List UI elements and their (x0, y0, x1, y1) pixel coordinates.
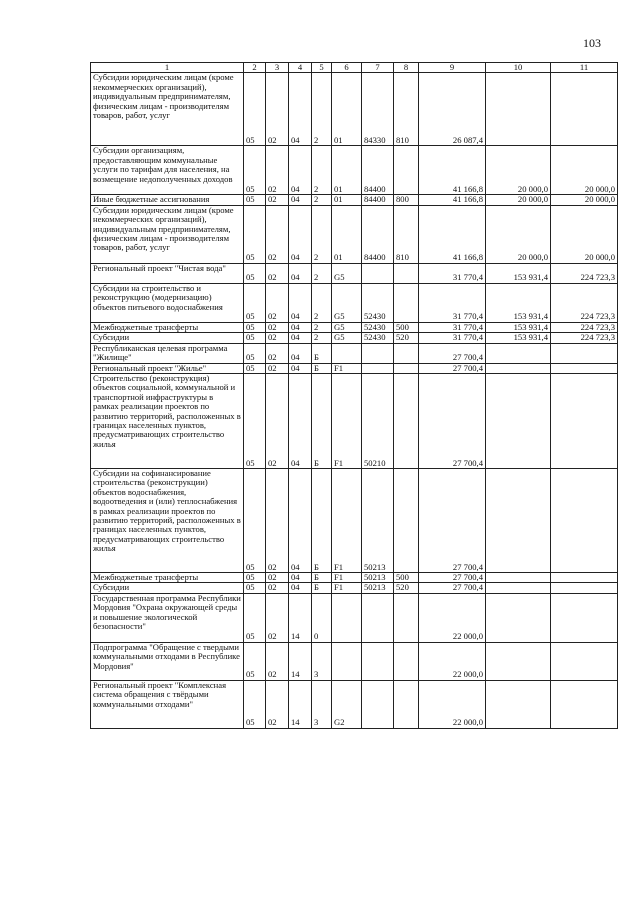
code-cell: F1 (332, 469, 362, 573)
code-cell: 3 (312, 680, 332, 728)
code-cell (394, 283, 419, 322)
amount-cell: 27 700,4 (419, 573, 486, 583)
amount-cell: 224 723,3 (551, 322, 618, 332)
row-name-cell: Субсидии (91, 583, 244, 593)
row-name-cell: Межбюджетные трансферты (91, 573, 244, 583)
amount-cell: 22 000,0 (419, 642, 486, 680)
amount-cell: 153 931,4 (486, 283, 551, 322)
table-row (91, 283, 618, 322)
code-cell: 50210 (362, 374, 394, 469)
table-row (91, 146, 618, 195)
code-cell: 04 (289, 343, 312, 363)
code-cell: 84400 (362, 205, 394, 263)
amount-cell: 26 087,4 (419, 73, 486, 146)
row-name-cell: Субсидии юридическим лицам (кроме некоммерческих организаций), индивидуальным предпринимателям, физическим лицам - производителям товаров, работ, услуг (91, 205, 244, 263)
row-name-cell: Государственная программа Республики Мордовия "Охрана окружающей среды и повышение экологической безопасности" (91, 593, 244, 642)
code-cell: 04 (289, 322, 312, 332)
amount-cell (551, 680, 618, 728)
code-cell: 02 (266, 363, 289, 373)
amount-cell (551, 573, 618, 583)
code-cell: 02 (266, 642, 289, 680)
amount-cell: 31 770,4 (419, 333, 486, 343)
code-cell: 01 (332, 146, 362, 195)
row-name-cell: Субсидии организациям, предоставляющим коммунальные услуги по тарифам для населения, на возмещение недополученных доходов (91, 146, 244, 195)
code-cell: G5 (332, 333, 362, 343)
amount-cell (551, 363, 618, 373)
code-cell (394, 593, 419, 642)
code-cell: 02 (266, 205, 289, 263)
amount-cell (551, 469, 618, 573)
row-name-cell: Субсидии на строительство и реконструкцию (модернизацию) объектов питьевого водоснабжения (91, 283, 244, 322)
code-cell: 50213 (362, 583, 394, 593)
amount-cell: 22 000,0 (419, 680, 486, 728)
row-name-cell: Региональный проект "Чистая вода" (91, 263, 244, 283)
amount-cell (486, 680, 551, 728)
table-row (91, 322, 618, 332)
table-row (91, 593, 618, 642)
code-cell: G5 (332, 322, 362, 332)
code-cell: 810 (394, 205, 419, 263)
amount-cell: 27 700,4 (419, 374, 486, 469)
column-header: 6 (332, 63, 362, 73)
code-cell (394, 642, 419, 680)
code-cell (362, 263, 394, 283)
code-cell: 05 (244, 322, 266, 332)
code-cell: 2 (312, 333, 332, 343)
code-cell: 2 (312, 263, 332, 283)
table-row (91, 73, 618, 146)
code-cell: 2 (312, 322, 332, 332)
code-cell: 05 (244, 283, 266, 322)
amount-cell (551, 593, 618, 642)
code-cell: 05 (244, 195, 266, 205)
code-cell: G5 (332, 283, 362, 322)
code-cell: 02 (266, 283, 289, 322)
code-cell (394, 146, 419, 195)
amount-cell (486, 642, 551, 680)
code-cell: 02 (266, 73, 289, 146)
code-cell: 520 (394, 583, 419, 593)
code-cell: 04 (289, 363, 312, 373)
code-cell: 05 (244, 593, 266, 642)
code-cell: 05 (244, 374, 266, 469)
amount-cell: 224 723,3 (551, 263, 618, 283)
code-cell (394, 263, 419, 283)
budget-table (90, 62, 618, 729)
amount-cell: 22 000,0 (419, 593, 486, 642)
code-cell: Б (312, 583, 332, 593)
code-cell: 02 (266, 680, 289, 728)
code-cell: 04 (289, 469, 312, 573)
code-cell: F1 (332, 363, 362, 373)
column-header: 8 (394, 63, 419, 73)
table-row (91, 573, 618, 583)
amount-cell: 27 700,4 (419, 469, 486, 573)
code-cell: Б (312, 573, 332, 583)
code-cell: 2 (312, 146, 332, 195)
code-cell: 2 (312, 283, 332, 322)
code-cell (362, 642, 394, 680)
table-row (91, 195, 618, 205)
code-cell: 04 (289, 195, 312, 205)
code-cell: G2 (332, 680, 362, 728)
code-cell: 520 (394, 333, 419, 343)
code-cell (362, 343, 394, 363)
code-cell (332, 593, 362, 642)
amount-cell: 153 931,4 (486, 322, 551, 332)
code-cell: 50213 (362, 573, 394, 583)
code-cell: 05 (244, 263, 266, 283)
amount-cell (486, 469, 551, 573)
table-row (91, 205, 618, 263)
code-cell: 84330 (362, 73, 394, 146)
code-cell: 810 (394, 73, 419, 146)
amount-cell (551, 374, 618, 469)
code-cell: 04 (289, 374, 312, 469)
code-cell: 04 (289, 263, 312, 283)
table-header-row (91, 63, 618, 73)
code-cell: 05 (244, 363, 266, 373)
code-cell: 05 (244, 642, 266, 680)
table-row (91, 333, 618, 343)
code-cell: 05 (244, 146, 266, 195)
code-cell: 14 (289, 593, 312, 642)
code-cell: 84400 (362, 146, 394, 195)
code-cell: 2 (312, 73, 332, 146)
code-cell: 01 (332, 205, 362, 263)
code-cell: Б (312, 343, 332, 363)
amount-cell: 20 000,0 (551, 205, 618, 263)
amount-cell (486, 374, 551, 469)
code-cell: 02 (266, 195, 289, 205)
code-cell: 02 (266, 322, 289, 332)
code-cell: 2 (312, 205, 332, 263)
code-cell (362, 680, 394, 728)
code-cell: 02 (266, 573, 289, 583)
row-name-cell: Строительство (реконструкция) объектов социальной, коммунальной и транспортной инфраструктуры в рамках реализации проектов по развитию территорий, расположенных в границах населенных пунктов, предусматривающих строительство жилья (91, 374, 244, 469)
table-row (91, 263, 618, 283)
table-row (91, 583, 618, 593)
column-header: 11 (551, 63, 618, 73)
code-cell: 02 (266, 583, 289, 593)
amount-cell (486, 73, 551, 146)
column-header: 10 (486, 63, 551, 73)
column-header: 3 (266, 63, 289, 73)
row-name-cell: Субсидии на софинансирование строительства (реконструкции) объектов водоснабжения, водоотведения и (или) теплоснабжения в рамках реализации проектов по развитию территорий, расположенных в границах населенных пунктов, предусматривающих строительство жилья (91, 469, 244, 573)
code-cell: 01 (332, 73, 362, 146)
code-cell: 52430 (362, 283, 394, 322)
code-cell (362, 363, 394, 373)
code-cell: 02 (266, 343, 289, 363)
code-cell: 02 (266, 593, 289, 642)
code-cell: Б (312, 363, 332, 373)
amount-cell: 31 770,4 (419, 322, 486, 332)
amount-cell: 20 000,0 (486, 146, 551, 195)
table-row (91, 642, 618, 680)
code-cell (394, 680, 419, 728)
column-header: 2 (244, 63, 266, 73)
column-header: 7 (362, 63, 394, 73)
row-name-cell: Региональный проект "Жилье" (91, 363, 244, 373)
table-row (91, 343, 618, 363)
code-cell: 04 (289, 205, 312, 263)
table-row (91, 374, 618, 469)
code-cell: F1 (332, 583, 362, 593)
code-cell (394, 343, 419, 363)
amount-cell (486, 593, 551, 642)
code-cell: 05 (244, 469, 266, 573)
amount-cell: 224 723,3 (551, 333, 618, 343)
code-cell: 04 (289, 146, 312, 195)
code-cell: 0 (312, 593, 332, 642)
amount-cell (486, 573, 551, 583)
code-cell: 05 (244, 680, 266, 728)
code-cell: 02 (266, 263, 289, 283)
code-cell: 05 (244, 205, 266, 263)
amount-cell: 20 000,0 (486, 195, 551, 205)
code-cell: 01 (332, 195, 362, 205)
code-cell (394, 374, 419, 469)
code-cell: 14 (289, 642, 312, 680)
code-cell: 04 (289, 333, 312, 343)
column-header: 5 (312, 63, 332, 73)
code-cell: Б (312, 374, 332, 469)
code-cell: 05 (244, 573, 266, 583)
code-cell: 500 (394, 322, 419, 332)
code-cell: 500 (394, 573, 419, 583)
row-name-cell: Подпрограмма "Обращение с твердыми коммунальными отходами в Республике Мордовия" (91, 642, 244, 680)
code-cell: 02 (266, 374, 289, 469)
row-name-cell: Субсидии юридическим лицам (кроме некоммерческих организаций), индивидуальным предпринимателям, физическим лицам - производителям товаров, работ, услуг (91, 73, 244, 146)
amount-cell: 153 931,4 (486, 333, 551, 343)
column-header: 1 (91, 63, 244, 73)
code-cell: 04 (289, 73, 312, 146)
amount-cell: 153 931,4 (486, 263, 551, 283)
amount-cell: 41 166,8 (419, 205, 486, 263)
code-cell: F1 (332, 573, 362, 583)
amount-cell: 41 166,8 (419, 195, 486, 205)
code-cell: 800 (394, 195, 419, 205)
code-cell: 04 (289, 573, 312, 583)
amount-cell (551, 642, 618, 680)
code-cell (362, 593, 394, 642)
table-row (91, 363, 618, 373)
amount-cell (551, 343, 618, 363)
column-header: 4 (289, 63, 312, 73)
row-name-cell: Иные бюджетные ассигнования (91, 195, 244, 205)
code-cell: 02 (266, 333, 289, 343)
row-name-cell: Межбюджетные трансферты (91, 322, 244, 332)
code-cell (332, 642, 362, 680)
amount-cell (486, 583, 551, 593)
amount-cell (486, 343, 551, 363)
amount-cell: 224 723,3 (551, 283, 618, 322)
code-cell: 52430 (362, 322, 394, 332)
amount-cell: 31 770,4 (419, 283, 486, 322)
amount-cell (486, 363, 551, 373)
amount-cell: 27 700,4 (419, 343, 486, 363)
row-name-cell: Республиканская целевая программа "Жилище" (91, 343, 244, 363)
code-cell: 3 (312, 642, 332, 680)
code-cell: 05 (244, 343, 266, 363)
amount-cell: 27 700,4 (419, 363, 486, 373)
code-cell: 02 (266, 146, 289, 195)
row-name-cell: Региональный проект "Комплексная система обращения с твёрдыми коммунальными отходами" (91, 680, 244, 728)
page-number: 103 (583, 36, 601, 50)
code-cell: 84400 (362, 195, 394, 205)
table-row (91, 469, 618, 573)
code-cell: 2 (312, 195, 332, 205)
amount-cell: 41 166,8 (419, 146, 486, 195)
amount-cell: 20 000,0 (551, 195, 618, 205)
code-cell: 50213 (362, 469, 394, 573)
code-cell: 05 (244, 583, 266, 593)
code-cell: F1 (332, 374, 362, 469)
amount-cell (551, 73, 618, 146)
code-cell: 05 (244, 73, 266, 146)
code-cell: 04 (289, 283, 312, 322)
row-name-cell: Субсидии (91, 333, 244, 343)
amount-cell: 27 700,4 (419, 583, 486, 593)
code-cell (332, 343, 362, 363)
code-cell (394, 363, 419, 373)
code-cell: Б (312, 469, 332, 573)
code-cell: 02 (266, 469, 289, 573)
table-row (91, 680, 618, 728)
amount-cell: 20 000,0 (486, 205, 551, 263)
code-cell: 04 (289, 583, 312, 593)
amount-cell: 20 000,0 (551, 146, 618, 195)
amount-cell (551, 583, 618, 593)
code-cell: 14 (289, 680, 312, 728)
amount-cell: 31 770,4 (419, 263, 486, 283)
code-cell: G5 (332, 263, 362, 283)
column-header: 9 (419, 63, 486, 73)
code-cell: 52430 (362, 333, 394, 343)
code-cell (394, 469, 419, 573)
code-cell: 05 (244, 333, 266, 343)
